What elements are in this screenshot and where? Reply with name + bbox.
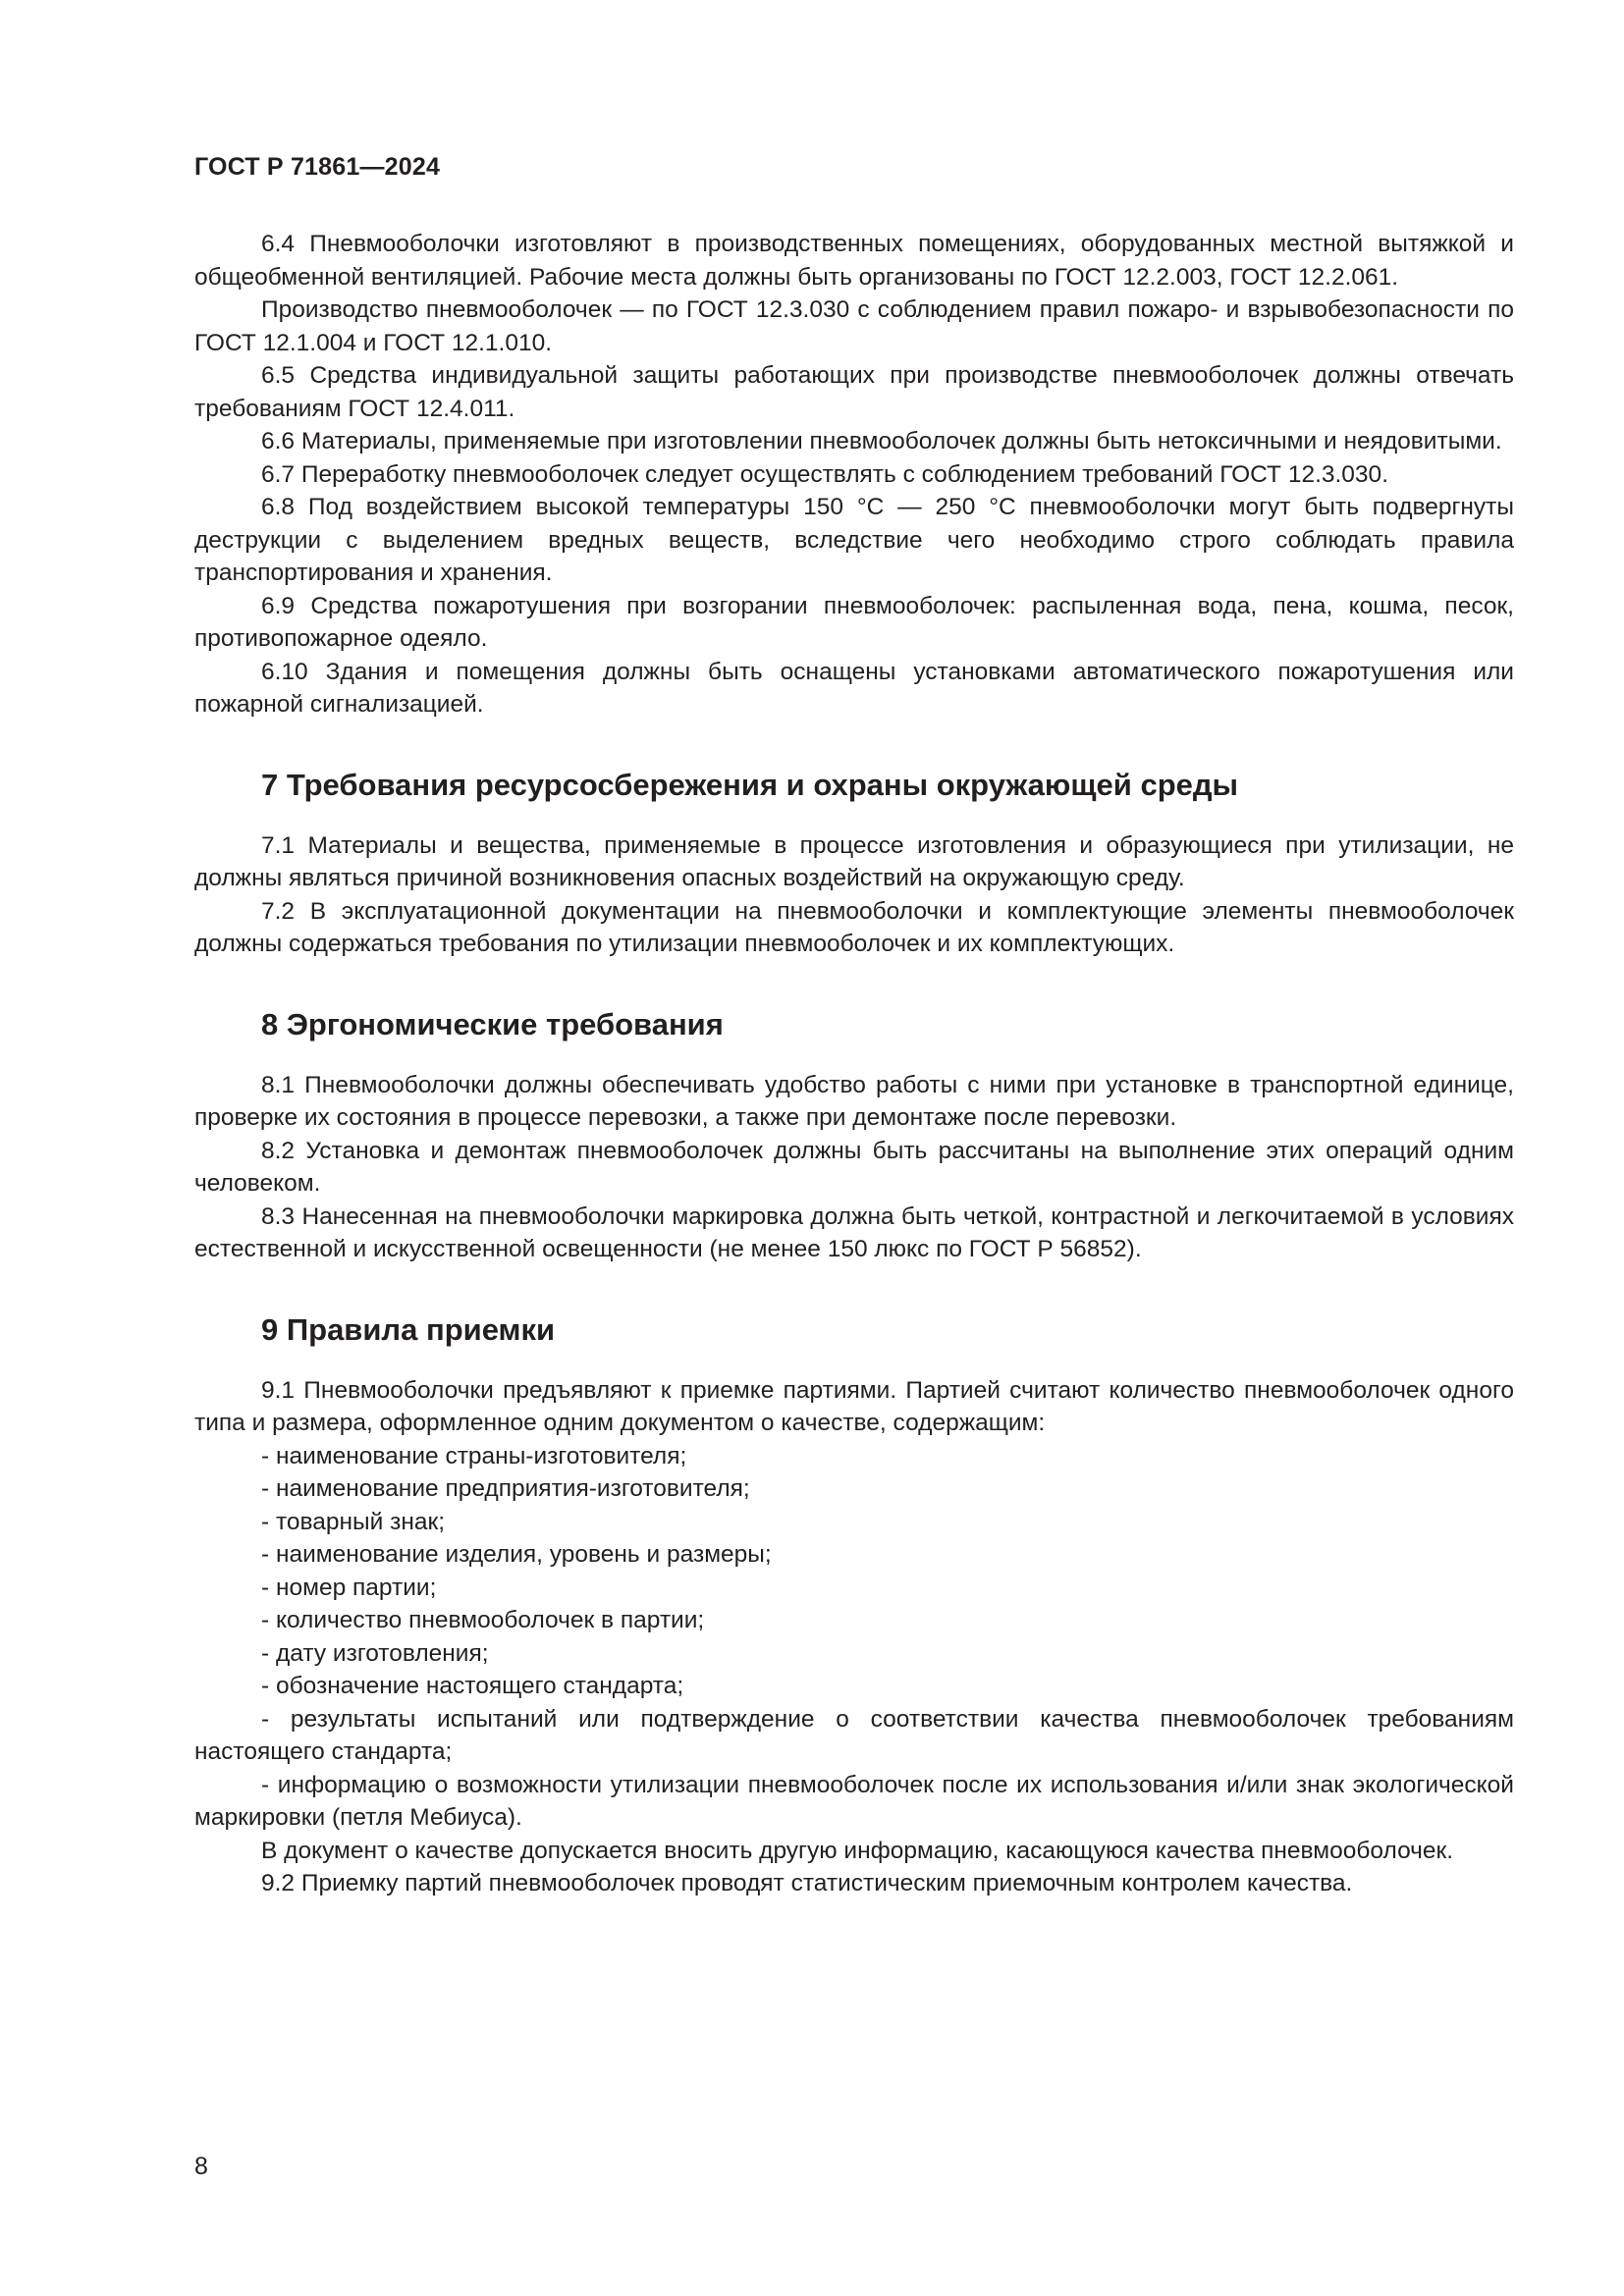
page-number: 8 — [194, 2153, 208, 2180]
document-body — [194, 228, 1514, 1900]
section-7-heading: 7 Требования ресурсосбережения и охраны окружающей среды — [261, 767, 1239, 802]
paragraph-6-4: 6.4 Пневмооболочки изготовляют в производственных помещениях, оборудованных местной вытяжкой и общеобменной вентиляцией. Рабочие места должны быть организованы по ГОСТ 12.2.003, ГОСТ 12.2.061. — [194, 231, 1514, 291]
paragraph-6-8: 6.8 Под воздействием высокой температуры 150 °С — 250 °С пневмооболочки могут быть подвергнуты деструкции с выделением вредных веществ, вследствие чего необходимо строго соблюдать правила транспортирования и хранения. — [194, 494, 1514, 586]
paragraph-6-5: 6.5 Средства индивидуальной защиты работающих при производстве пневмооболочек должны отвечать требованиям ГОСТ 12.4.011. — [194, 362, 1514, 422]
paragraph-7-1: 7.1 Материалы и вещества, применяемые в процессе изготовления и образующиеся при утилизации, не должны являться причиной возникновения опасных воздействий на окружающую среду. — [194, 831, 1514, 891]
list-item: - товарный знак; — [261, 1508, 446, 1535]
list-item: - количество пневмооболочек в партии; — [261, 1607, 705, 1633]
section-8-heading: 8 Эргономические требования — [261, 1006, 724, 1041]
paragraph-6-7: 6.7 Переработку пневмооболочек следует осуществлять с соблюдением требований ГОСТ 12.3.030. — [261, 460, 1388, 488]
section-9-heading: 9 Правила приемки — [261, 1311, 556, 1347]
paragraph-9-1: 9.1 Пневмооболочки предъявляют к приемке партиями. Партией считают количество пневмооболочек одного типа и размера, оформленное одним документом о качестве, содержащим: — [194, 1376, 1514, 1436]
paragraph-6-4-production: Производство пневмооболочек — по ГОСТ 12.3.030 с соблюдением правил пожаро- и взрывобезопасности по ГОСТ 12.1.004 и ГОСТ 12.1.010. — [194, 296, 1514, 356]
paragraph-7-2: 7.2 В эксплуатационной документации на пневмооболочки и комплектующие элементы пневмооболочек должны содержаться требования по утилизации пневмооболочек и их комплектующих. — [194, 897, 1514, 957]
list-item: - наименование предприятия-изготовителя; — [261, 1475, 750, 1502]
paragraph-9-2: 9.2 Приемку партий пневмооболочек проводят статистическим приемочным контролем качества. — [261, 1870, 1353, 1896]
paragraph-8-3: 8.3 Нанесенная на пневмооболочки маркировка должна быть четкой, контрастной и легкочитаемой в условиях естественной и искусственной освещенности (не менее 150 люкс по ГОСТ Р 56852). — [194, 1202, 1514, 1262]
list-item: - наименование изделия, уровень и размеры; — [261, 1541, 772, 1568]
document-code-header: ГОСТ Р 71861—2024 — [194, 153, 441, 181]
list-item: - информацию о возможности утилизации пневмооболочек после их использования и/или знак экологической маркировки (петля Мебиуса). — [194, 1771, 1514, 1831]
paragraph-6-6: 6.6 Материалы, применяемые при изготовлении пневмооболочек должны быть нетоксичными и неядовитыми. — [261, 428, 1502, 454]
list-item: - номер партии; — [261, 1574, 437, 1601]
paragraph-8-1: 8.1 Пневмооболочки должны обеспечивать удобство работы с ними при установке в транспортной единице, проверке их состояния в процессе перевозки, а также при демонтаже после перевозки. — [194, 1071, 1514, 1131]
list-item: - обозначение настоящего стандарта; — [261, 1673, 684, 1699]
list-item: - результаты испытаний или подтверждение о соответствии качества пневмооболочек требованиям настоящего стандарта; — [194, 1705, 1514, 1765]
paragraph-6-10: 6.10 Здания и помещения должны быть оснащены установками автоматического пожаротушения или пожарной сигнализацией. — [194, 658, 1514, 718]
paragraph-9-1-note: В документ о качестве допускается вносить другую информацию, касающуюся качества пневмооболочек. — [261, 1837, 1454, 1864]
list-item: - наименование страны-изготовителя; — [261, 1442, 687, 1469]
paragraph-6-9: 6.9 Средства пожаротушения при возгорании пневмооболочек: распыленная вода, пена, кошма, песок, противопожарное одеяло. — [194, 592, 1514, 652]
list-item: - дату изготовления; — [261, 1639, 489, 1667]
paragraph-8-2: 8.2 Установка и демонтаж пневмооболочек должны быть рассчитаны на выполнение этих операций одним человеком. — [194, 1137, 1514, 1197]
